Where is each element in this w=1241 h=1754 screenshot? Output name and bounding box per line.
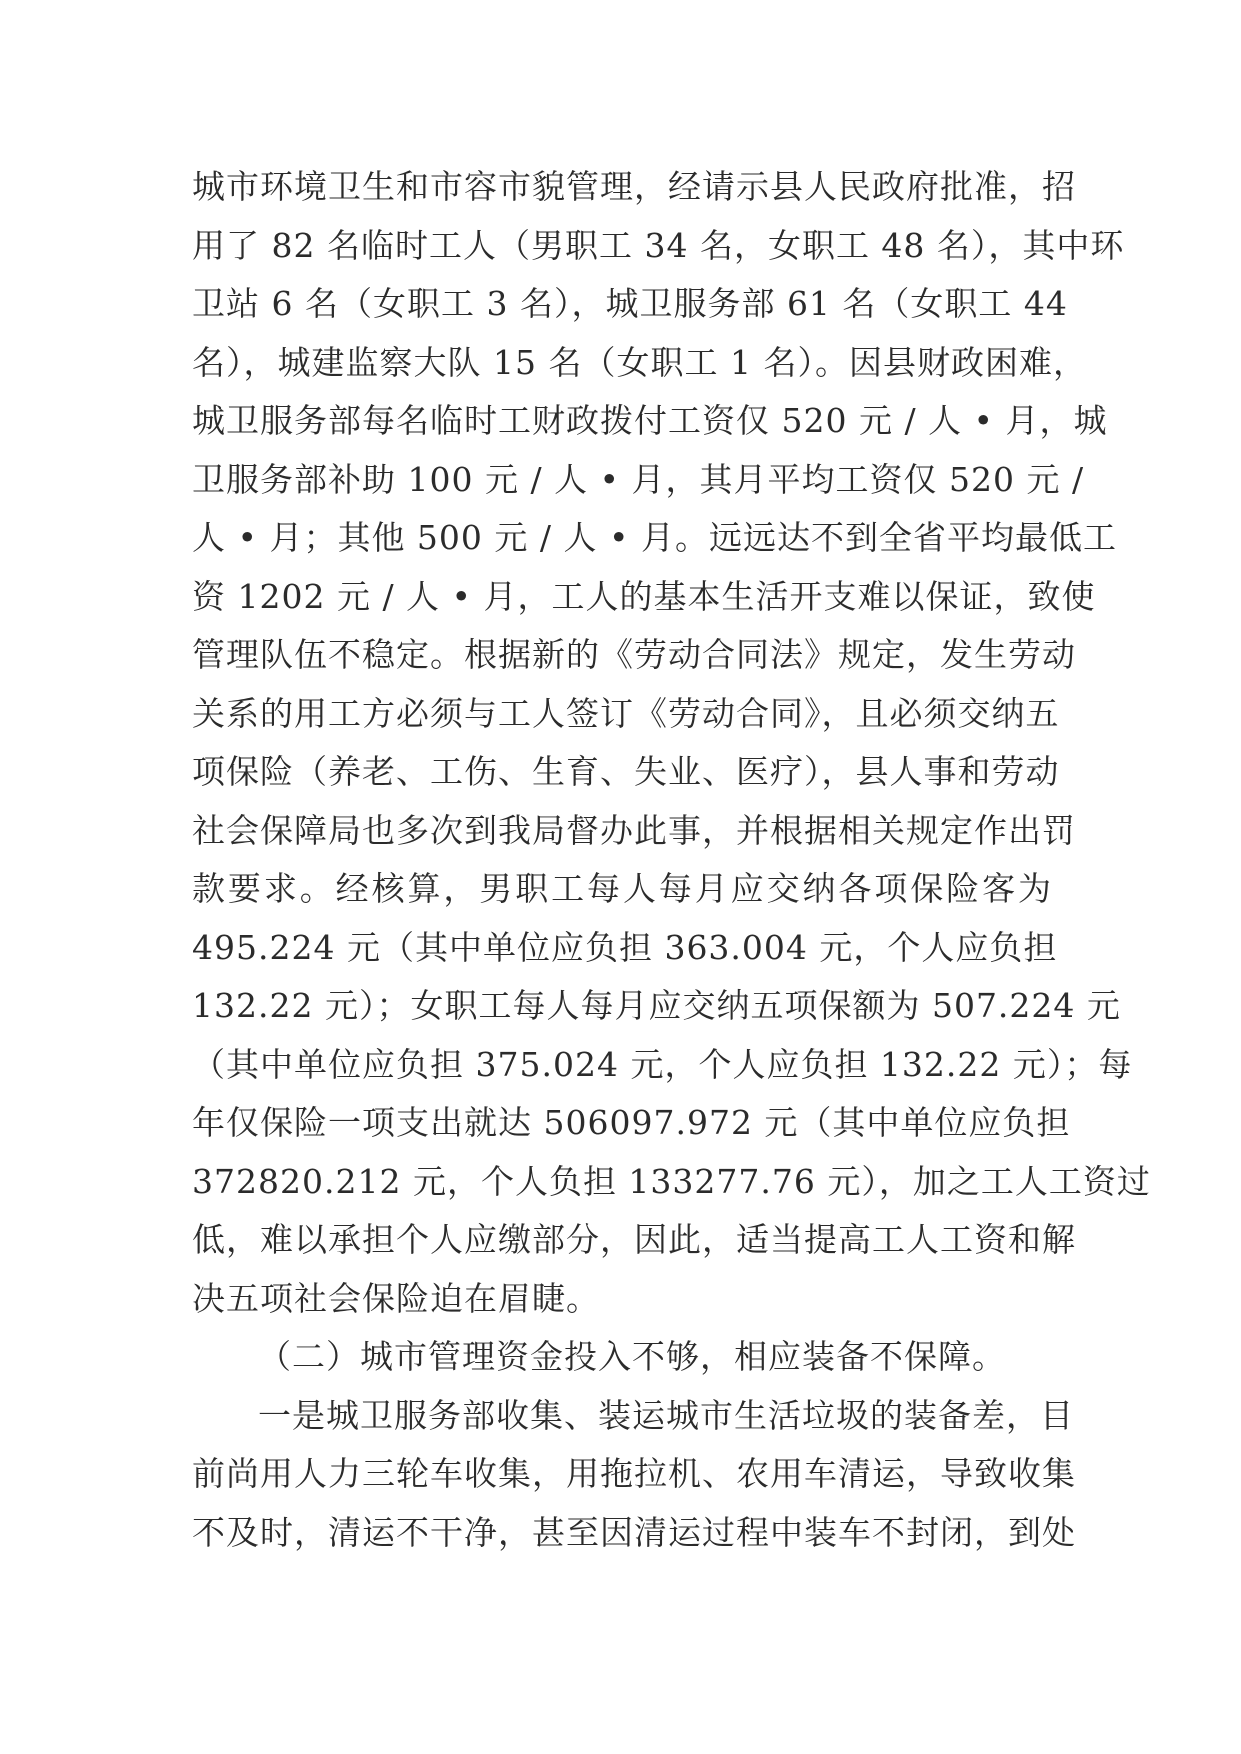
text-line: 资 1202 元 / 人 • 月，工人的基本生活开支难以保证，致使 bbox=[192, 576, 1096, 616]
text-line: （其中单位应负担 375.024 元，个人应负担 132.22 元）；每 bbox=[192, 1044, 1133, 1084]
text-line: 495.224 元（其中单位应负担 363.004 元，个人应负担 bbox=[192, 927, 1058, 967]
text-line: 卫站 6 名（女职工 3 名），城卫服务部 61 名（女职工 44 bbox=[192, 284, 1068, 323]
section-heading: （二）城市管理资金投入不够，相应装备不保障。 bbox=[258, 1337, 1006, 1376]
text-line: 城卫服务部每名临时工财政拨付工资仅 520 元 / 人 • 月，城 bbox=[192, 401, 1108, 440]
text-line: 前尚用人力三轮车收集，用拖拉机、农用车清运，导致收集 bbox=[192, 1454, 1076, 1493]
text-line: 关系的用工方必须与工人签订《劳动合同》，且必须交纳五 bbox=[192, 693, 1060, 733]
text-line: 社会保障局也多次到我局督办此事，并根据相关规定作出罚 bbox=[192, 810, 1076, 850]
text-line: 人 • 月；其他 500 元 / 人 • 月。远远达不到全省平均最低工 bbox=[192, 518, 1117, 557]
paragraph-end-line: 决五项社会保险迫在眉睫。 bbox=[192, 1278, 600, 1318]
text-line: 名），城建监察大队 15 名（女职工 1 名）。因县财政困难， bbox=[192, 342, 1087, 382]
text-line: 一是城卫服务部收集、装运城市生活垃圾的装备差，目 bbox=[258, 1395, 1074, 1435]
text-line: 城市环境卫生和市容市貌管理，经请示县人民政府批准，招 bbox=[192, 167, 1076, 206]
body-text bbox=[192, 158, 1151, 1562]
text-line: 款要求。经核算，男职工每人每月应交纳各项保险客为 bbox=[192, 869, 1052, 908]
text-line: 不及时，清运不干净，甚至因清运过程中装车不封闭，到处 bbox=[192, 1512, 1076, 1552]
text-line: 132.22 元）；女职工每人每月应交纳五项保额为 507.224 元 bbox=[192, 986, 1121, 1025]
text-line: 卫服务部补助 100 元 / 人 • 月，其月平均工资仅 520 元 / bbox=[192, 459, 1085, 499]
text-line: 低，难以承担个人应缴部分，因此，适当提高工人工资和解 bbox=[192, 1220, 1076, 1259]
text-line: 管理队伍不稳定。根据新的《劳动合同法》规定，发生劳动 bbox=[192, 635, 1076, 674]
text-line: 372820.212 元，个人负担 133277.76 元），加之工人工资过 bbox=[192, 1161, 1151, 1201]
text-line: 用了 82 名临时工人（男职工 34 名，女职工 48 名），其中环 bbox=[192, 225, 1125, 265]
text-line: 项保险（养老、工伤、生育、失业、医疗），县人事和劳动 bbox=[192, 752, 1060, 791]
text-line: 年仅保险一项支出就达 506097.972 元（其中单位应负担 bbox=[192, 1103, 1071, 1142]
